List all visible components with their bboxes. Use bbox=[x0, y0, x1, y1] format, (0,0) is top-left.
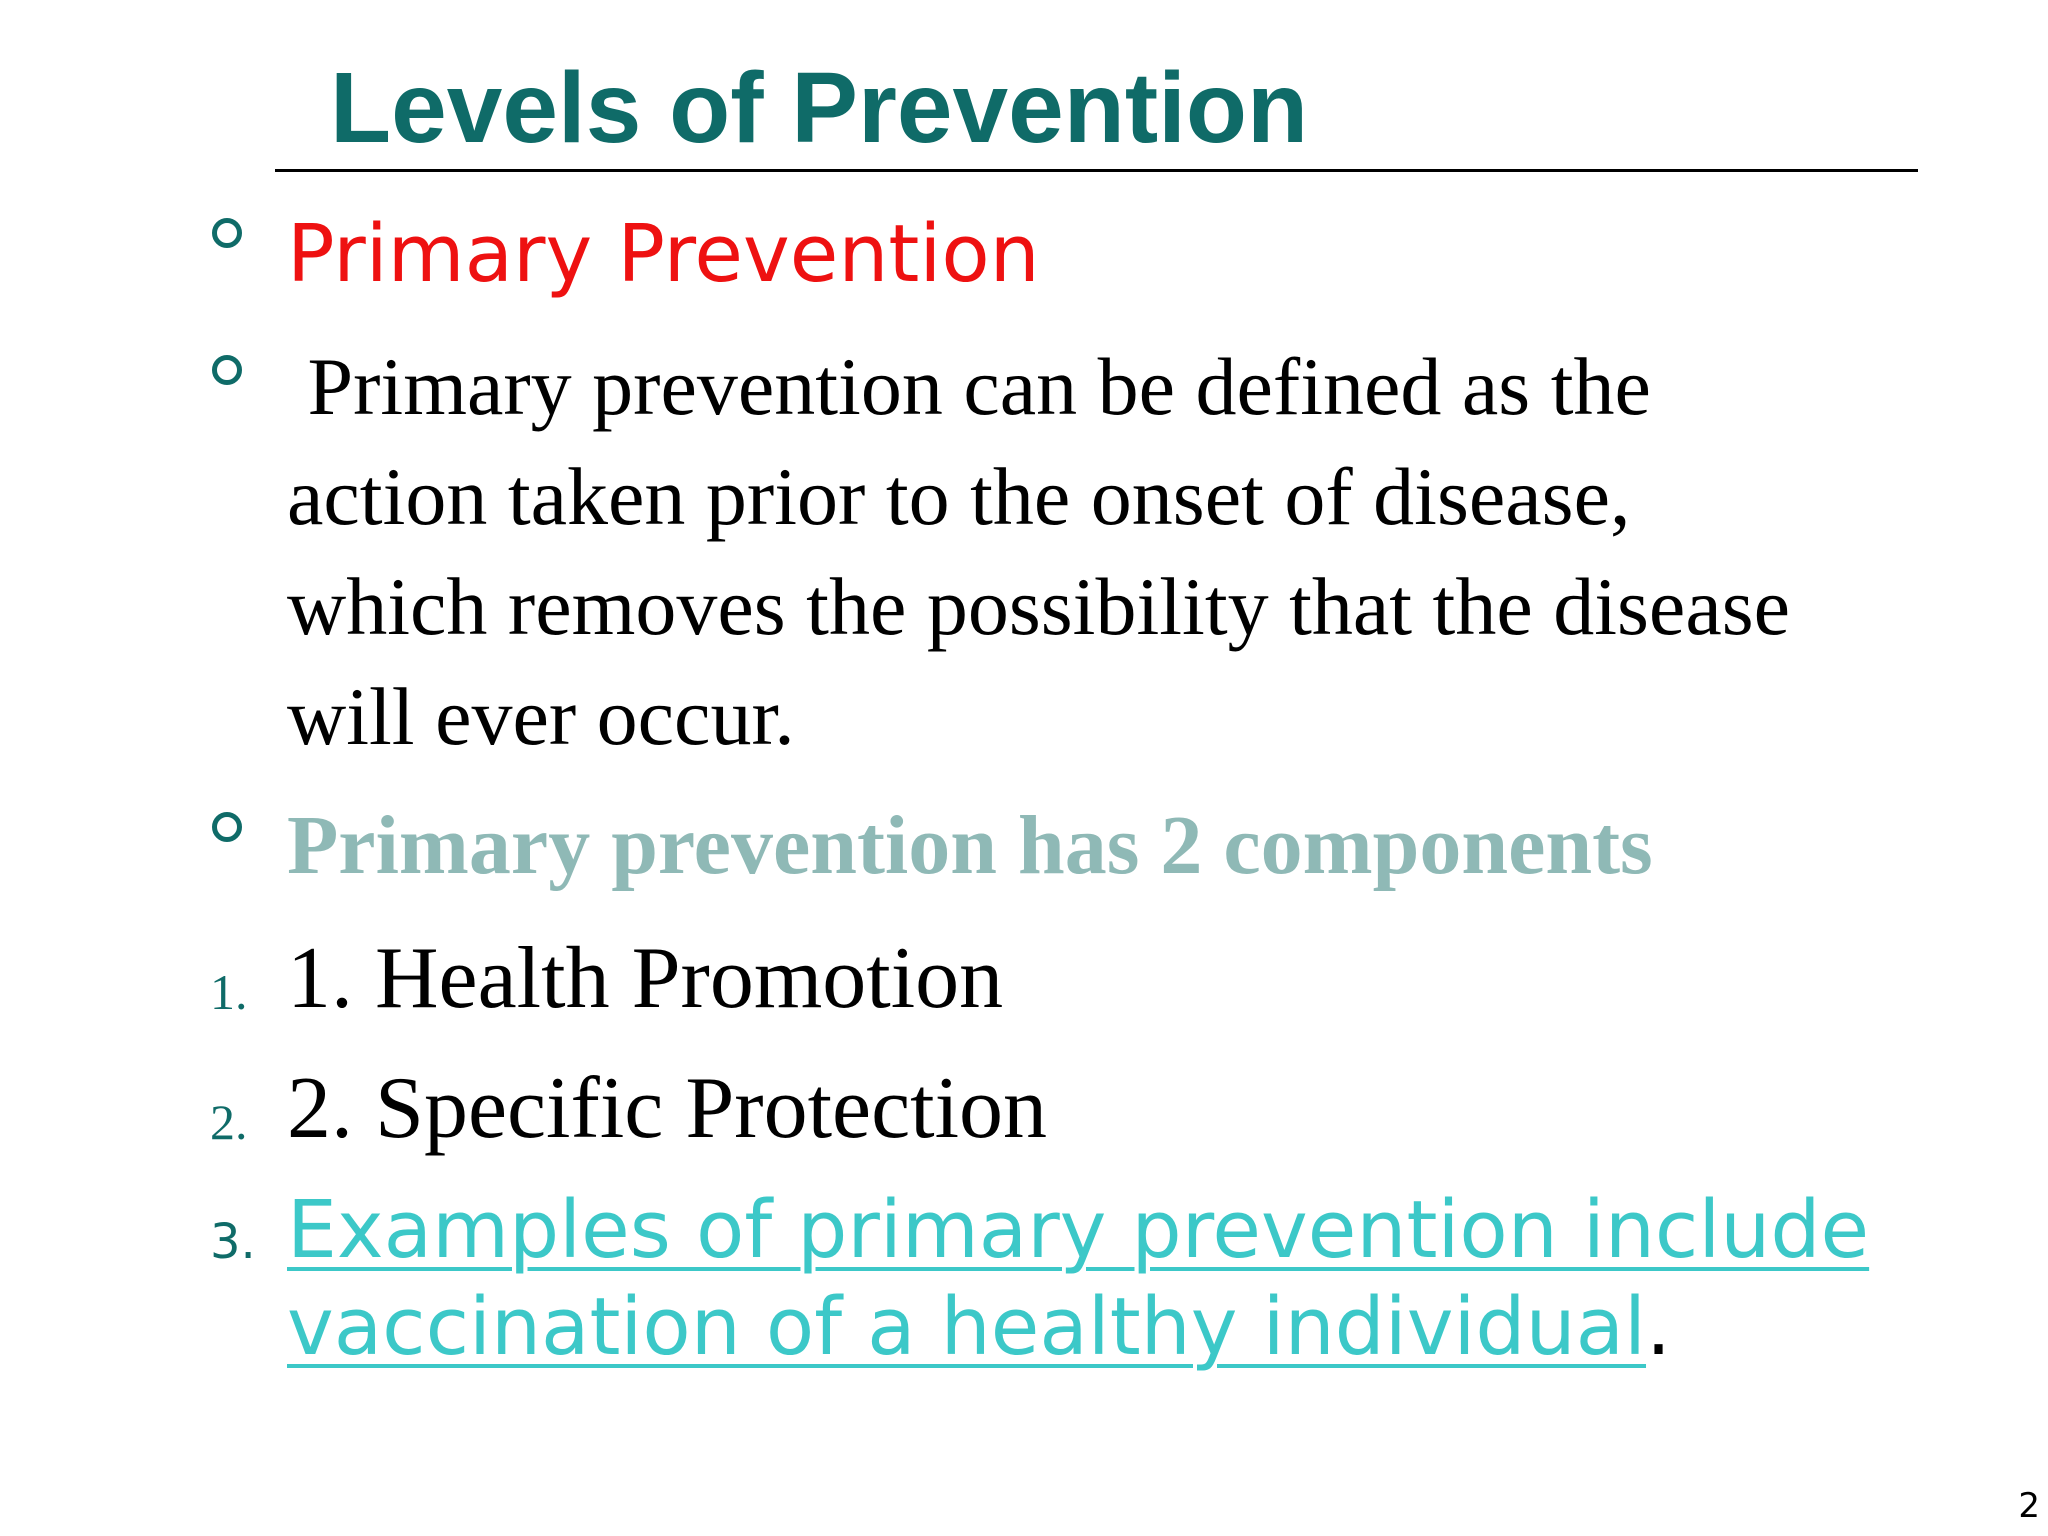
definition-line: which removes the possibility that the disease bbox=[287, 561, 1791, 652]
circle-bullet-icon bbox=[212, 218, 242, 248]
circle-bullet-icon bbox=[212, 355, 242, 385]
examples-link[interactable]: Examples of primary prevention include bbox=[287, 1184, 1870, 1276]
list-item-specific-protection: 2. Specific Protection bbox=[287, 1060, 1048, 1157]
primary-prevention-definition bbox=[287, 332, 1790, 772]
list-number-2: 2. bbox=[210, 1094, 248, 1150]
examples-link[interactable]: vaccination of a healthy individual bbox=[287, 1281, 1647, 1373]
list-number-1: 1. bbox=[210, 964, 248, 1020]
title-divider bbox=[275, 169, 1918, 172]
definition-line: action taken prior to the onset of disease, bbox=[287, 451, 1631, 542]
examples-line bbox=[287, 1279, 1869, 1376]
circle-bullet-icon bbox=[212, 812, 242, 842]
list-number-3: 3. bbox=[210, 1214, 256, 1270]
definition-line: Primary prevention can be defined as the bbox=[287, 341, 1651, 432]
examples-trailing-period: . bbox=[1646, 1281, 1672, 1373]
definition-line: will ever occur. bbox=[287, 671, 795, 762]
primary-prevention-heading: Primary Prevention bbox=[287, 208, 1040, 300]
list-item-health-promotion: 1. Health Promotion bbox=[287, 930, 1004, 1027]
examples-line bbox=[287, 1182, 1869, 1279]
page-number: 2 bbox=[2018, 1486, 2040, 1526]
components-heading: Primary prevention has 2 components bbox=[287, 799, 1653, 892]
slide-title: Levels of Prevention bbox=[330, 52, 1309, 164]
list-item-examples bbox=[287, 1182, 1869, 1376]
